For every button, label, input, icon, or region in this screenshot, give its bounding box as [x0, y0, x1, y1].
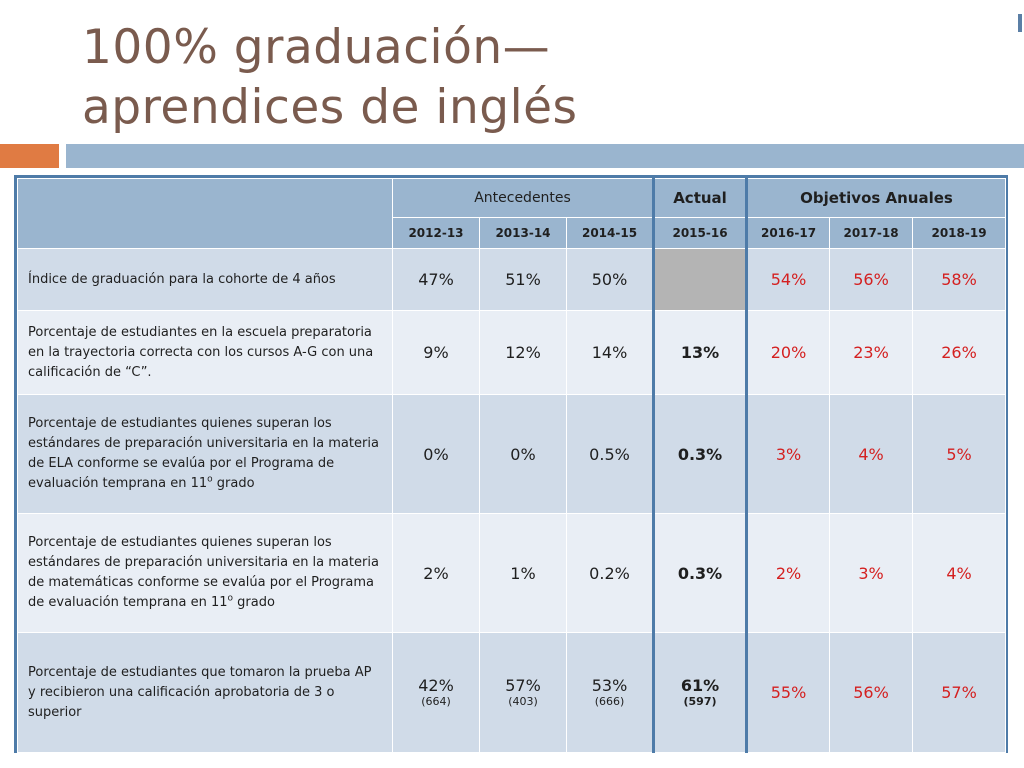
goal-cell: 55%: [747, 633, 830, 753]
goal-cell: 54%: [747, 249, 830, 311]
goal-cell: 56%: [830, 249, 913, 311]
value-count: (403): [508, 695, 538, 708]
ordinal-sup: o: [227, 593, 234, 604]
corner-mark: [1018, 14, 1022, 32]
goal-cell: 56%: [830, 633, 913, 753]
data-table-frame: [14, 175, 1008, 753]
row-label: [18, 395, 393, 514]
value-cell: 9%: [393, 311, 480, 395]
row-label-end: grado: [212, 476, 255, 491]
value-main: 61%: [680, 676, 720, 695]
value-cell: 1%: [480, 514, 567, 633]
goal-cell: 3%: [830, 514, 913, 633]
goal-cell: 57%: [913, 633, 1006, 753]
row-label: [18, 514, 393, 633]
header-corner: [18, 179, 393, 249]
goal-cell: 4%: [913, 514, 1006, 633]
row-label: Índice de graduación para la cohorte de 4 años: [18, 249, 393, 311]
value-main: 57%: [505, 676, 541, 695]
value-count: (664): [421, 695, 451, 708]
goal-cell: 2%: [747, 514, 830, 633]
value-cell: 0%: [393, 395, 480, 514]
table-row: [18, 514, 1006, 633]
value-cell: 14%: [567, 311, 654, 395]
actual-cell: 0.3%: [654, 514, 747, 633]
header-actual: Actual: [654, 179, 747, 218]
title-line-1: 100% graduación—: [82, 20, 551, 75]
value-cell-blank: [654, 249, 747, 311]
actual-cell: 0.3%: [654, 395, 747, 514]
year-header: 2013-14: [480, 218, 567, 249]
table-row: [18, 633, 1006, 753]
value-cell: 0.5%: [567, 395, 654, 514]
value-cell: 0.2%: [567, 514, 654, 633]
value-count: (597): [683, 695, 717, 708]
table-row: [18, 311, 1006, 395]
value-main: 42%: [418, 676, 454, 695]
table-row: [18, 395, 1006, 514]
row-label: Porcentaje de estudiantes en la escuela preparatoria en la trayectoria correcta con los cursos A-G con una calificación de “C”.: [18, 311, 393, 395]
goal-cell: 58%: [913, 249, 1006, 311]
year-header: 2017-18: [830, 218, 913, 249]
value-cell: 12%: [480, 311, 567, 395]
actual-cell: 13%: [654, 311, 747, 395]
year-header: 2015-16: [654, 218, 747, 249]
row-label-text: Porcentaje de estudiantes quienes superan los estándares de preparación universitaria en la materia de matemáticas conforme se evalúa por el Programa de evaluación temprana en 11: [28, 535, 379, 610]
row-label: Porcentaje de estudiantes que tomaron la prueba AP y recibieron una calificación aprobatoria de 3 o superior: [18, 633, 393, 753]
goal-cell: 3%: [747, 395, 830, 514]
header-background: Antecedentes: [393, 179, 654, 218]
title-line-2: aprendices de inglés: [82, 80, 578, 135]
value-cell: [567, 633, 654, 753]
year-header: 2014-15: [567, 218, 654, 249]
value-cell: [480, 633, 567, 753]
row-label-text: Porcentaje de estudiantes quienes superan los estándares de preparación universitaria en la materia de ELA conforme se evalúa por el Programa de evaluación temprana en 11: [28, 416, 379, 491]
goal-cell: 4%: [830, 395, 913, 514]
accent-bar-orange: [0, 144, 59, 168]
table-row: [18, 249, 1006, 311]
actual-cell: [654, 633, 747, 753]
value-cell: 51%: [480, 249, 567, 311]
data-table: [17, 178, 1006, 753]
year-header: 2018-19: [913, 218, 1006, 249]
goal-cell: 5%: [913, 395, 1006, 514]
year-header: 2012-13: [393, 218, 480, 249]
value-count: (666): [594, 695, 625, 708]
goal-cell: 23%: [830, 311, 913, 395]
goal-cell: 20%: [747, 311, 830, 395]
value-cell: 50%: [567, 249, 654, 311]
slide-title: [82, 18, 578, 138]
row-label-end: grado: [233, 595, 275, 610]
accent-bar-blue: [66, 144, 1024, 168]
value-cell: [393, 633, 480, 753]
ordinal-sup: o: [207, 474, 213, 485]
value-main: 53%: [591, 676, 628, 695]
header-goals: Objetivos Anuales: [747, 179, 1006, 218]
year-header: 2016-17: [747, 218, 830, 249]
group-header-row: [18, 179, 1006, 218]
goal-cell: 26%: [913, 311, 1006, 395]
value-cell: 0%: [480, 395, 567, 514]
value-cell: 47%: [393, 249, 480, 311]
value-cell: 2%: [393, 514, 480, 633]
